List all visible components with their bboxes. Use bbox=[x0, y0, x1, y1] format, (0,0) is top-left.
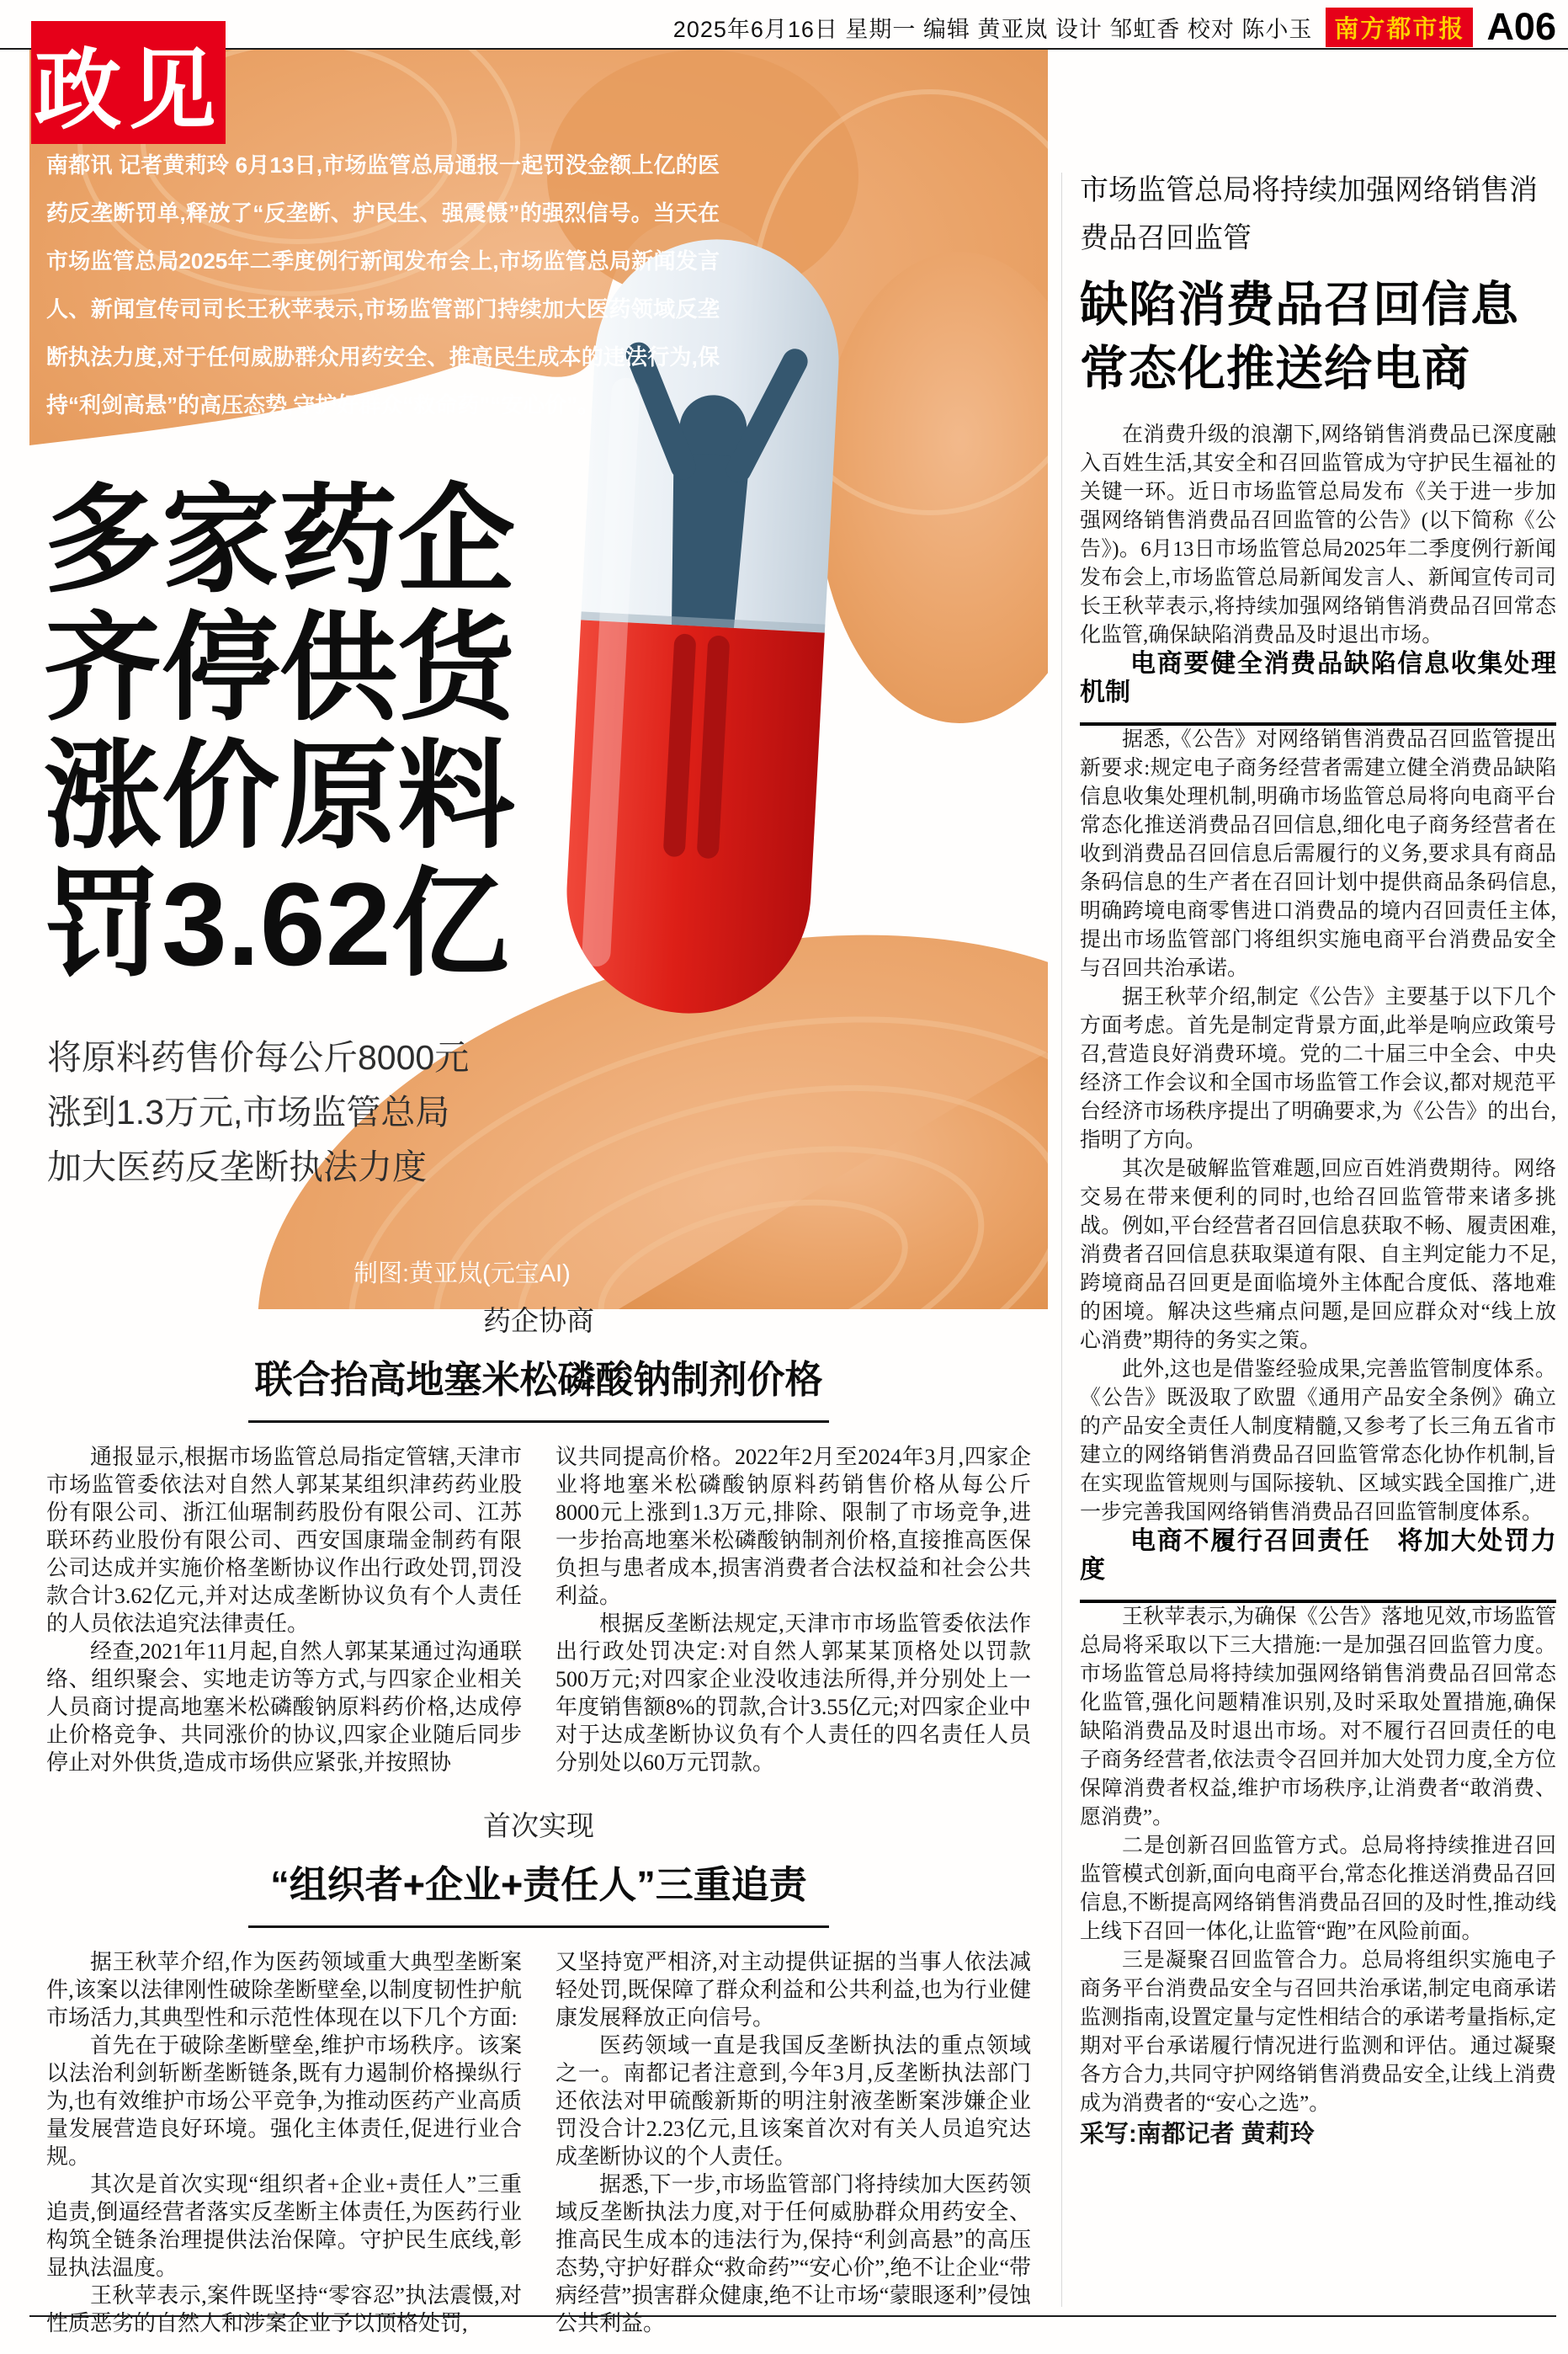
dateline bbox=[673, 5, 1556, 49]
main-headline-line: 罚3.62亿 bbox=[44, 858, 509, 990]
main-headline-line: 涨价原料 bbox=[44, 730, 516, 862]
article-subhead: 电商要健全消费品缺陷信息收集处理机制 bbox=[1080, 650, 1556, 726]
section-label: 政见 bbox=[31, 21, 226, 144]
paragraph: 通报显示,根据市场监管总局指定管辖,天津市市场监管委依法对自然人郭某某组织津药药业股份有限公司、浙江仙琚制药股份有限公司、江苏联环药业股份有限公司、西安国康瑞金制药有限公司达成并实施价格垄断协议作出行政处罚,罚没款合计3.62亿元,并对达成垄断协议负有个人责任的人员依法追究法律责任。 bbox=[46, 1445, 522, 1636]
main-subtitle-line: 涨到1.3万元,市场监管总局 bbox=[47, 1093, 450, 1132]
article-column-1 bbox=[46, 1948, 522, 2337]
masthead-logo: 南方都市报 bbox=[1326, 8, 1473, 47]
paragraph: 在消费升级的浪潮下,网络销售消费品已深度融入百姓生活,其安全和召回监管成为守护民生福祉的关键一环。近日市场监管总局发布《关于进一步加强网络销售消费品召回监管的公告》(以下简称《公告》)。6月13日市场监管总局2025年二季度例行新闻发布会上,市场监管总局新闻发言人、新闻宣传司司长王秋苹表示,将持续加强网络销售消费品召回常态化监管,确保缺陷消费品及时退出市场。 bbox=[1080, 423, 1556, 647]
date-and-staff: 2025年6月16日 星期一 编辑 黄亚岚 设计 邹虹香 校对 陈小玉 bbox=[672, 16, 1313, 42]
article-kicker: 市场监管总局将持续加强网络销售消费品召回监管 bbox=[1080, 174, 1538, 254]
main-subtitle-line: 将原料药售价每公斤8000元 bbox=[47, 1038, 470, 1077]
main-subtitle-line: 加大医药反垄断执法力度 bbox=[47, 1148, 427, 1186]
page-number: A06 bbox=[1486, 5, 1556, 48]
article-subhead: 电商不履行召回责任 将加大处罚力度 bbox=[1080, 1527, 1556, 1603]
main-headline bbox=[44, 474, 566, 990]
article-triple-accountability bbox=[29, 1804, 1048, 2337]
article-column-2 bbox=[555, 1443, 1031, 1776]
article-title: 联合抬高地塞米松磷酸钠制剂价格 bbox=[254, 1358, 823, 1401]
lead-intro: 南都讯 记者黄莉玲 6月13日,市场监管总局通报一起罚没金额上亿的医药反垄断罚单,释放了“反垄断、护民生、强震慑”的强烈信号。当天在市场监管总局2025年二季度例行新闻发布会上,市场监管总局新闻发言人、新闻宣传司司长王秋苹表示,市场监管部门持续加大医药领域反垄断执法力度,对于任何威胁群众用药安全、推高民生成本的违法行为,保持“利剑高悬”的高压态势,守护好群众“救命药”“安心价”。 bbox=[46, 152, 720, 418]
article-column-2 bbox=[555, 1948, 1031, 2337]
main-headline-line: 齐停供货 bbox=[44, 602, 516, 734]
title-underline bbox=[248, 1420, 829, 1423]
article-eyebrow: 首次实现 bbox=[483, 1812, 594, 1842]
paragraph: 其次是破解监管难题,回应百姓消费期待。网络交易在带来便利的同时,也给召回监管带来诸多挑战。例如,平台经营者召回信息获取不畅、履责困难,消费者召回信息获取渠道有限、自主判定能力不足,跨境商品召回更是面临境外主体配合度低、落地难的困境。解决这些痛点问题,是回应群众对“线上放心消费”期待的务实之策。 bbox=[1080, 1158, 1556, 1352]
paragraph: 首先在于破除垄断壁垒,维护市场秩序。该案以法治利剑斩断垄断链条,既有力遏制价格操纵行为,也有效维护市场公平竞争,为推动医药产业高质量发展营造良好环境。强化主体责任,促进行业合规。 bbox=[46, 2033, 522, 2169]
paragraph: 根据反垄断法规定,天津市市场监管委依法作出行政处罚决定:对自然人郭某某顶格处以罚款500万元;对四家企业没收违法所得,并分别处上一年度销售额8%的罚款,合计3.55亿元;对四家企业中对于达成垄断协议负有个人责任的四名责任人员分别处以60万元罚款。 bbox=[555, 1611, 1031, 1775]
article-body bbox=[1080, 421, 1556, 2149]
paragraph: 三是凝聚召回监管合力。总局将组织实施电子商务平台消费品安全与召回共治承诺,制定电商承诺监测指南,设置定量与定性相结合的承诺考量指标,定期对平台承诺履行情况进行监测和评估。通过凝聚各方合力,共同守护网络销售消费品安全,让线上消费成为消费者的“安心之选”。 bbox=[1080, 1949, 1556, 2115]
article-headline bbox=[1080, 273, 1556, 401]
paragraph: 据悉,《公告》对网络销售消费品召回监管提出新要求:规定电子商务经营者需建立健全消费品缺陷信息收集处理机制,明确市场监管总局将向电商平台常态化推送消费品召回信息,细化电子商务经营者在收到消费品召回信息后需履行的义务,要求具有商品条码信息的生产者在召回计划中提供商品条码信息,明确跨境电商零售进口消费品的境内召回责任主体,提出市场监管部门将组织实施电商平台消费品安全与召回共治承诺。 bbox=[1080, 728, 1556, 980]
article-eyebrow: 药企协商 bbox=[483, 1307, 594, 1337]
main-subtitle bbox=[47, 1031, 569, 1195]
column-divider bbox=[1061, 173, 1062, 2307]
paragraph: 议共同提高价格。2022年2月至2024年3月,四家企业将地塞米松磷酸钠原料药销售价格从每公斤8000元上涨到1.3万元,排除、限制了市场竞争,进一步抬高地塞米松磷酸钠制剂价格,直接推高医保负担与患者成本,损害消费者合法权益和社会公共利益。 bbox=[555, 1445, 1031, 1608]
article-headline-line: 缺陷消费品召回信息 bbox=[1080, 278, 1519, 332]
illustration-credit: 制图:黄亚岚(元宝AI) bbox=[353, 1260, 571, 1287]
article-headline-line: 常态化推送给电商 bbox=[1080, 342, 1470, 396]
byline: 采写:南都记者 黄莉玲 bbox=[1080, 2121, 1315, 2148]
article-title: “组织者+企业+责任人”三重追责 bbox=[270, 1863, 807, 1906]
paragraph: 其次是首次实现“组织者+企业+责任人”三重追责,倒逼经营者落实反垄断主体责任,为医药行业构筑全链条治理提供法治保障。守护民生底线,彰显执法温度。 bbox=[46, 2172, 522, 2280]
paragraph: 王秋苹表示,案件既坚持“零容忍”执法震慑,对性质恶劣的自然人和涉案企业予以顶格处罚, bbox=[46, 2283, 522, 2335]
article-price-fixing bbox=[29, 1299, 1048, 1776]
paragraph: 据王秋苹介绍,制定《公告》主要基于以下几个方面考虑。首先是制定背景方面,此举是响应政策号召,营造良好消费环境。党的二十届三中全会、中央经济工作会议和全国市场监管工作会议,都对规范平台经济市场秩序提出了明确要求,为《公告》的出台,指明了方向。 bbox=[1080, 986, 1556, 1152]
paragraph: 此外,这也是借鉴经验成果,完善监管制度体系。《公告》既汲取了欧盟《通用产品安全条例》确立的产品安全责任人制度精髓,又参考了长三角五省市建立的网络销售消费品召回监管常态化协作机制,旨在实现监管规则与国际接轨、区域实践全国推广,进一步完善我国网络销售消费品召回监管制度体系。 bbox=[1080, 1358, 1556, 1524]
paragraph: 又坚持宽严相济,对主动提供证据的当事人依法减轻处罚,既保障了群众利益和公共利益,也为行业健康发展释放正向信号。 bbox=[555, 1950, 1031, 2030]
article-recall-regulation bbox=[1080, 167, 1556, 2149]
title-underline bbox=[248, 1925, 829, 1928]
article-column-1 bbox=[46, 1443, 522, 1776]
paragraph: 据悉,下一步,市场监管部门将持续加大医药领域反垄断执法力度,对于任何威胁群众用药安全、推高民生成本的违法行为,保持“利剑高悬”的高压态势,守护好群众“救命药”“安心价”,绝不让企业“带病经营”损害群众健康,绝不让市场“蒙眼逐利”侵蚀公共利益。 bbox=[555, 2172, 1031, 2335]
paragraph: 医药领域一直是我国反垄断执法的重点领域之一。南都记者注意到,今年3月,反垄断执法部门还依法对甲硫酸新斯的明注射液垄断案涉嫌企业罚没合计2.23亿元,且该案首次对有关人员追究达成垄断协议的个人责任。 bbox=[555, 2033, 1031, 2169]
paragraph: 二是创新召回监管方式。总局将持续推进召回监管模式创新,面向电商平台,常态化推送消费品召回信息,不断提高网络销售消费品召回的及时性,推动线上线下召回一体化,让监管“跑”在风险前面。 bbox=[1080, 1835, 1556, 1943]
paragraph: 王秋苹表示,为确保《公告》落地见效,市场监管总局将采取以下三大措施:一是加强召回监管力度。市场监管总局将持续加强网络销售消费品召回常态化监管,强化问题精准识别,及时采取处置措施,确保缺陷消费品及时退出市场。对不履行召回责任的电子商务经营者,依法责令召回并加大处罚力度,全方位保障消费者权益,维护市场秩序,让消费者“敢消费、愿消费”。 bbox=[1080, 1606, 1556, 1829]
paragraph: 经查,2021年11月起,自然人郭某某通过沟通联络、组织聚会、实地走访等方式,与四家企业相关人员商讨提高地塞米松磷酸钠原料药价格,达成停止价格竞争、共同涨价的协议,四家企业随后同步停止对外供货,造成市场供应紧张,并按照协 bbox=[46, 1639, 522, 1775]
paragraph: 据王秋苹介绍,作为医药领域重大典型垄断案件,该案以法律刚性破除垄断壁垒,以制度韧性护航市场活力,其典型性和示范性体现在以下几个方面: bbox=[46, 1950, 522, 2030]
main-headline-line: 多家药企 bbox=[44, 474, 516, 606]
